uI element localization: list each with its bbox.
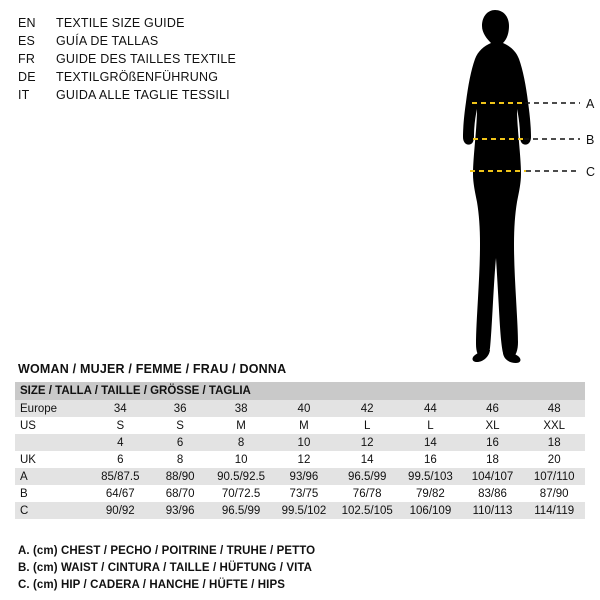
table-row [15, 468, 585, 485]
language-row [18, 68, 348, 86]
cell: 76/78 [335, 485, 399, 502]
row-label [15, 434, 90, 451]
cell: 34 [90, 400, 151, 417]
table-row [15, 451, 585, 468]
cell: 79/82 [399, 485, 461, 502]
cell: 20 [523, 451, 585, 468]
cell: 85/87.5 [90, 468, 151, 485]
cell: 93/96 [273, 468, 335, 485]
cell: L [335, 417, 399, 434]
language-row [18, 14, 348, 32]
cell: 96.5/99 [209, 502, 272, 519]
cell: 4 [90, 434, 151, 451]
cell: 64/67 [90, 485, 151, 502]
table-row [15, 502, 585, 519]
row-label: B [15, 485, 90, 502]
cell: 10 [273, 434, 335, 451]
cell: 99.5/102 [273, 502, 335, 519]
cell: 96.5/99 [335, 468, 399, 485]
cell: 18 [462, 451, 524, 468]
language-text: GUÍA DE TALLAS [56, 34, 159, 48]
row-label: UK [15, 451, 90, 468]
table-row [15, 417, 585, 434]
language-text: GUIDE DES TAILLES TEXTILE [56, 52, 237, 66]
cell: 114/119 [523, 502, 585, 519]
language-code: DE [18, 70, 36, 84]
cell: 14 [335, 451, 399, 468]
cell: 93/96 [151, 502, 210, 519]
cell: 107/110 [523, 468, 585, 485]
cell: 102.5/105 [335, 502, 399, 519]
size-table [15, 382, 585, 519]
cell: 106/109 [399, 502, 461, 519]
legend-row-a: A. (cm) CHEST / PECHO / POITRINE / TRUHE / PETTO [18, 545, 316, 557]
cell: 70/72.5 [209, 485, 272, 502]
body-figure [420, 6, 595, 376]
cell: 68/70 [151, 485, 210, 502]
cell: 36 [151, 400, 210, 417]
language-code: FR [18, 52, 36, 66]
cell: 6 [90, 451, 151, 468]
table-row [15, 434, 585, 451]
cell: 90.5/92.5 [209, 468, 272, 485]
language-code: EN [18, 16, 36, 30]
legend-row-c: C. (cm) HIP / CADERA / HANCHE / HÜFTE / HIPS [18, 579, 286, 591]
language-row [18, 50, 348, 68]
cell: 6 [151, 434, 210, 451]
cell: 40 [273, 400, 335, 417]
table-row [15, 485, 585, 502]
measurement-legend [18, 543, 578, 594]
language-text: TEXTILGRÖßENFÜHRUNG [56, 70, 219, 84]
language-code: IT [18, 88, 30, 102]
cell: M [273, 417, 335, 434]
language-code: ES [18, 34, 36, 48]
cell: 8 [209, 434, 272, 451]
row-label: A [15, 468, 90, 485]
cell: 83/86 [462, 485, 524, 502]
cell: L [399, 417, 461, 434]
legend-row-b: B. (cm) WAIST / CINTURA / TAILLE / HÜFTUNG / VITA [18, 562, 313, 574]
row-label: US [15, 417, 90, 434]
cell: 16 [399, 451, 461, 468]
language-list [18, 14, 348, 104]
marker-label-a: A [586, 97, 595, 111]
cell: 99.5/103 [399, 468, 461, 485]
cell: 46 [462, 400, 524, 417]
table-row [15, 400, 585, 417]
language-text: GUIDA ALLE TAGLIE TESSILI [56, 88, 230, 102]
marker-label-b: B [586, 133, 595, 147]
cell: 87/90 [523, 485, 585, 502]
group-title: WOMAN / MUJER / FEMME / FRAU / DONNA [18, 362, 287, 376]
cell: 16 [462, 434, 524, 451]
row-label: Europe [15, 400, 90, 417]
cell: 12 [273, 451, 335, 468]
language-row [18, 32, 348, 50]
cell: 12 [335, 434, 399, 451]
cell: 110/113 [462, 502, 524, 519]
row-label: C [15, 502, 90, 519]
marker-label-c: C [586, 165, 596, 179]
cell: 88/90 [151, 468, 210, 485]
cell: S [151, 417, 210, 434]
cell: 10 [209, 451, 272, 468]
cell: 8 [151, 451, 210, 468]
cell: 104/107 [462, 468, 524, 485]
cell: 18 [523, 434, 585, 451]
female-silhouette-icon [420, 6, 595, 376]
cell: XXL [523, 417, 585, 434]
language-row [18, 86, 348, 104]
cell: 44 [399, 400, 461, 417]
cell: 73/75 [273, 485, 335, 502]
cell: 90/92 [90, 502, 151, 519]
table-header-row [15, 382, 585, 400]
cell: XL [462, 417, 524, 434]
table-header-label: SIZE / TALLA / TAILLE / GRÖSSE / TAGLIA [15, 382, 585, 400]
language-text: TEXTILE SIZE GUIDE [56, 16, 185, 30]
cell: M [209, 417, 272, 434]
cell: 14 [399, 434, 461, 451]
cell: 48 [523, 400, 585, 417]
cell: 38 [209, 400, 272, 417]
cell: S [90, 417, 151, 434]
cell: 42 [335, 400, 399, 417]
